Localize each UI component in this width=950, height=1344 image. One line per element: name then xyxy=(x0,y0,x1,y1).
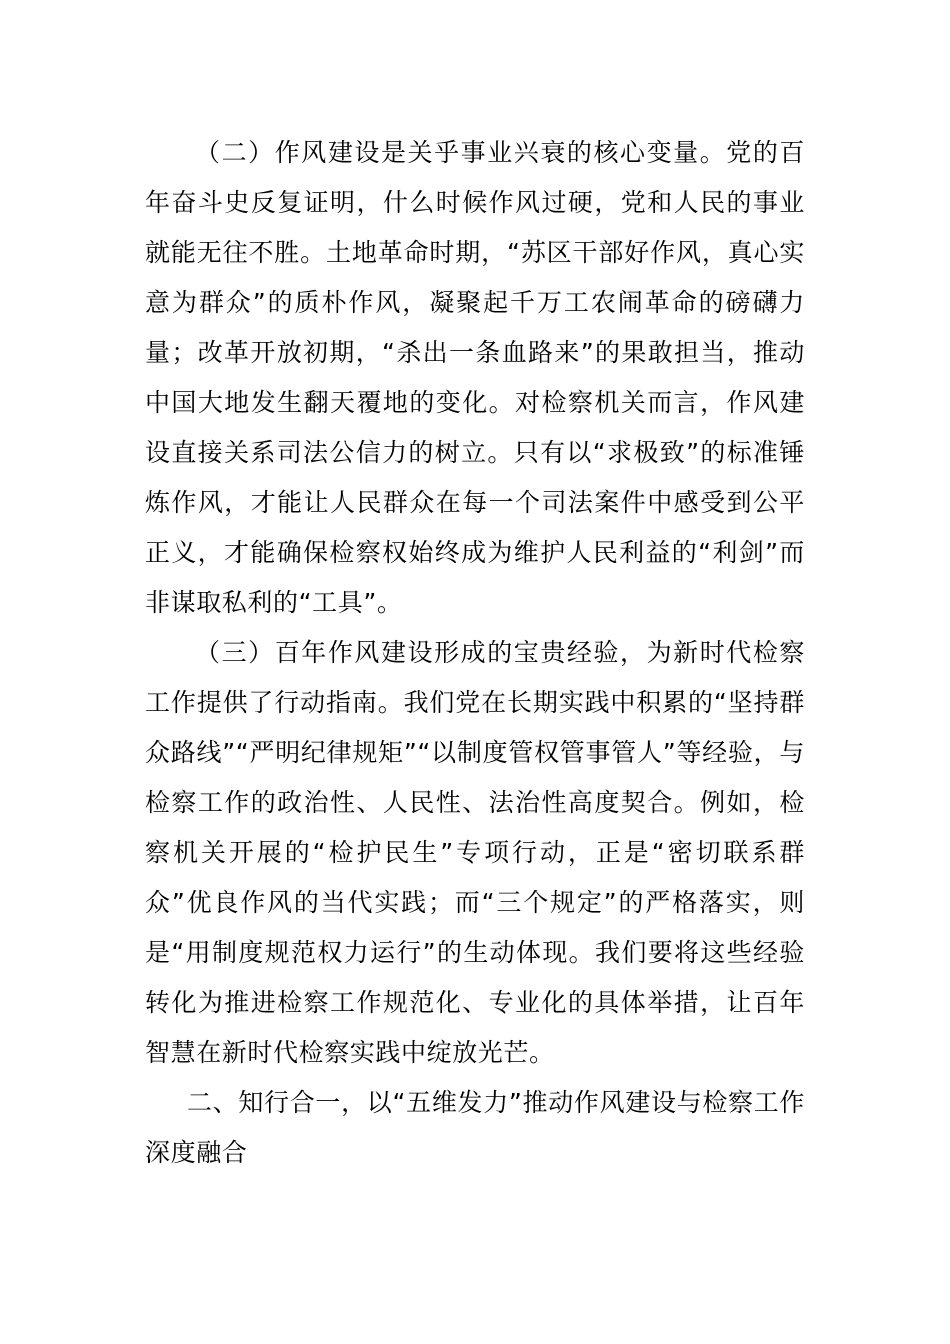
paragraph-2: （二）作风建设是关乎事业兴衰的核心变量。党的百年奋斗史反复证明，什么时候作风过硬，党和人民的事业就能无往不胜。土地革命时期，“苏区干部好作风，真心实意为群众”的质朴作风，凝聚起千万工农闹革命的磅礴力量；改革开放初期，“杀出一条血路来”的果敢担当，推动中国大地发生翻天覆地的变化。对检察机关而言，作风建设直接关系司法公信力的树立。只有以“求极致”的标准锤炼作风，才能让人民群众在每一个司法案件中感受到公平正义，才能确保检察权始终成为维护人民利益的“利剑”而非谋取私利的“工具”。 xyxy=(145,138,805,617)
section-heading: 二、知行合一，以“五维发力”推动作风建设与检察工作深度融合 xyxy=(145,1088,805,1167)
paragraph-3: （三）百年作风建设形成的宝贵经验，为新时代检察工作提供了行动指南。我们党在长期实践中积累的“坚持群众路线”“严明纪律规矩”“以制度管权管事管人”等经验，与检察工作的政治性、人民性、法治性高度契合。例如，检察机关开展的“检护民生”专项行动，正是“密切联系群众”优良作风的当代实践；而“三个规定”的严格落实，则是“用制度规范权力运行”的生动体现。我们要将这些经验转化为推进检察工作规范化、专业化的具体举措，让百年智慧在新时代检察实践中绽放光芒。 xyxy=(145,638,805,1067)
document-body xyxy=(145,128,805,1178)
